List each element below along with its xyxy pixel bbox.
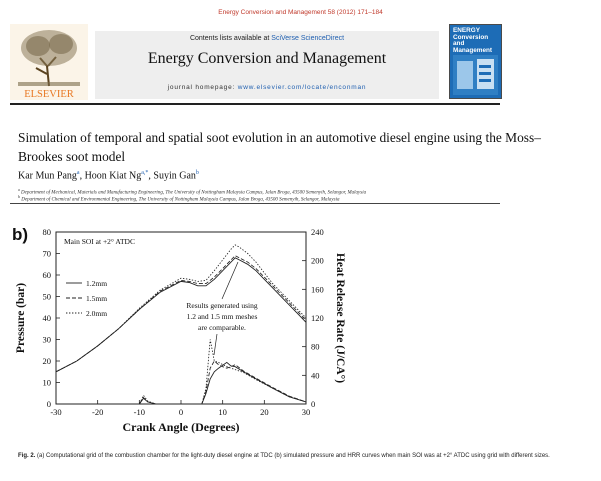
annotation-results-line: 1.2 and 1.5 mm meshes	[186, 312, 258, 321]
contents-prefix: Contents lists available at	[189, 35, 270, 42]
homepage-link[interactable]: www.elsevier.com/locate/enconman	[237, 84, 367, 91]
legend-label: 1.5mm	[86, 294, 108, 303]
article-title: Simulation of temporal and spatial soot evolution in an automotive diesel engine using the Moss–Brookes soot model	[18, 130, 541, 164]
publisher-name: ELSEVIER	[24, 89, 74, 100]
author-name: Kar Mun Pang	[18, 170, 77, 182]
x-tick-label: -20	[91, 407, 104, 417]
y-tick-label: 30	[42, 334, 51, 345]
author-affil-mark[interactable]: a,*	[141, 170, 149, 176]
x-tick-label: -10	[133, 407, 146, 417]
legend-label: 2.0mm	[86, 309, 108, 318]
journal-title: Energy Conversion and Management	[147, 50, 387, 67]
x-tick-label: 10	[218, 407, 227, 417]
author-name: Hoon Kiat Ng	[84, 170, 142, 182]
affiliation-mark: a	[18, 187, 20, 192]
figure-panel-label: b)	[12, 225, 29, 244]
x-tick-label: -30	[50, 407, 62, 417]
y2-tick-label: 160	[311, 284, 324, 295]
author-affil-mark[interactable]: a	[76, 170, 80, 176]
annotation-results-line: are comparable.	[198, 323, 246, 332]
y2-tick-label: 120	[311, 313, 324, 323]
y2-tick-label: 240	[311, 227, 324, 237]
y-tick-label: 80	[42, 227, 51, 237]
y-tick-label: 10	[42, 377, 51, 388]
y-tick-label: 20	[42, 356, 51, 366]
x-tick-label: 0	[178, 407, 184, 417]
annotation-results-line: Results generated using	[186, 301, 258, 310]
y-tick-label: 0	[46, 399, 51, 409]
author-affil-mark[interactable]: b	[195, 170, 199, 176]
y2-axis-label: Heat Release Rate (J/CA°)	[334, 252, 346, 384]
y2-tick-label: 0	[311, 399, 316, 409]
annotation-arrow-pressure	[222, 262, 238, 299]
x-tick-label: 20	[260, 407, 269, 417]
cover-title: ENERGY Conversion and Management	[453, 27, 493, 54]
caption-text: (a) Computational grid of the combustion chamber for the light-duty diesel engine at TDC (b) simulated pressure and HRR curves when main SOI was at +2° ATDC using grid with different sizes.	[37, 453, 550, 459]
y2-tick-label: 40	[311, 370, 320, 381]
y-axis-label: Pressure (bar)	[15, 282, 27, 354]
sciencedirect-link[interactable]: SciVerse ScienceDirect	[271, 35, 345, 42]
figure-caption	[18, 452, 578, 461]
affiliation-text: Department of Mechanical, Materials and Manufacturing Engineering, The University of Nottingham Malaysia Campus, Jalan Broga, 43500 Semenyih, Selangor, Malaysia	[21, 190, 367, 196]
y-tick-label: 70	[42, 248, 51, 259]
y2-tick-label: 80	[311, 341, 320, 352]
x-axis-label: Crank Angle (Degrees)	[122, 420, 240, 434]
journal-reference: Energy Conversion and Management 58 (2012) 171–184	[218, 9, 383, 16]
homepage-prefix: journal homepage:	[167, 84, 236, 91]
author-name: Suyin Gan	[153, 170, 196, 182]
caption-label: Fig. 2.	[18, 453, 36, 459]
plot-frame	[56, 232, 306, 404]
series-line-1-2mm-hrr	[56, 362, 306, 404]
y-tick-label: 40	[42, 313, 51, 323]
affiliation-text: Department of Chemical and Environmental Engineering, The University of Nottingham Malaysia Campus, Jalan Broga, 43500 Semenyih, Selangor, Malaysia	[21, 197, 340, 203]
y-tick-label: 50	[42, 291, 51, 302]
annotation-arrow-hrr	[214, 334, 217, 355]
series-line-1-5mm-hrr	[56, 361, 306, 404]
y2-tick-label: 200	[311, 255, 324, 266]
author-list: Kar Mun Pang$^a$, Hoon Kiat $Ng^{a,*}$, Suyin Gan$^b$	[18, 170, 199, 182]
affiliation-mark: b	[18, 194, 20, 199]
x-tick-label: 30	[301, 407, 311, 417]
annotation-main-soi: Main SOI at +2° ATDC	[64, 237, 135, 246]
y-tick-label: 60	[42, 270, 51, 280]
legend-label: 1.2mm	[86, 279, 108, 288]
